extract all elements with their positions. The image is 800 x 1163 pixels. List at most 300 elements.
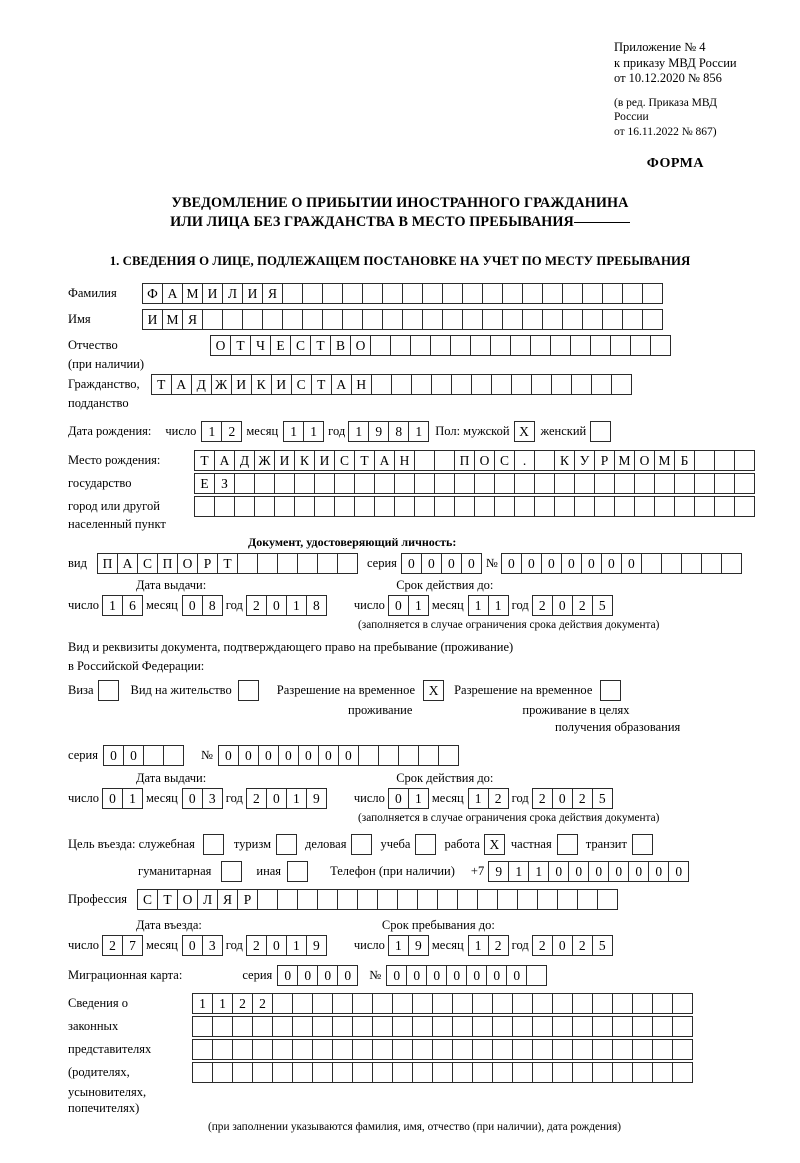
cell[interactable]: 1 <box>286 788 307 809</box>
cell[interactable] <box>542 309 563 330</box>
cell[interactable] <box>272 1062 293 1083</box>
cell[interactable] <box>492 1016 513 1037</box>
cell[interactable] <box>312 1016 333 1037</box>
permit-visa-checkbox[interactable] <box>98 680 119 701</box>
cell[interactable] <box>314 473 335 494</box>
cell[interactable] <box>531 374 552 395</box>
cell[interactable]: 0 <box>338 745 359 766</box>
cell[interactable] <box>537 889 558 910</box>
cell[interactable]: . <box>514 450 535 471</box>
cell[interactable] <box>334 496 355 517</box>
cell[interactable] <box>512 1039 533 1060</box>
cell[interactable]: 0 <box>218 745 239 766</box>
cell[interactable] <box>472 993 493 1014</box>
cell[interactable] <box>492 993 513 1014</box>
patronymic-cells[interactable] <box>210 335 670 356</box>
cell[interactable] <box>252 1016 273 1037</box>
cell[interactable] <box>502 309 523 330</box>
cell[interactable] <box>410 335 431 356</box>
cell[interactable]: 1 <box>508 861 529 882</box>
cell[interactable] <box>432 1016 453 1037</box>
cell[interactable] <box>354 473 375 494</box>
cell[interactable] <box>372 1039 393 1060</box>
cell[interactable]: 0 <box>406 965 427 986</box>
cell[interactable]: 0 <box>461 553 482 574</box>
cell[interactable] <box>734 473 755 494</box>
cell[interactable] <box>342 309 363 330</box>
cell[interactable] <box>378 745 399 766</box>
cell[interactable] <box>590 335 611 356</box>
cell[interactable] <box>672 1062 693 1083</box>
cell[interactable] <box>392 1016 413 1037</box>
cell[interactable] <box>452 1039 473 1060</box>
cell[interactable] <box>322 283 343 304</box>
cell[interactable] <box>312 1062 333 1083</box>
cell[interactable]: 0 <box>182 595 203 616</box>
cell[interactable] <box>398 745 419 766</box>
cell[interactable] <box>357 889 378 910</box>
cell[interactable]: Т <box>311 374 332 395</box>
identity-issue-month-cells[interactable] <box>182 595 222 616</box>
cell[interactable]: Я <box>182 309 203 330</box>
birthdate-year-cells[interactable] <box>348 421 428 442</box>
cell[interactable] <box>614 496 635 517</box>
cell[interactable] <box>434 496 455 517</box>
cell[interactable] <box>414 450 435 471</box>
cell[interactable] <box>552 1062 573 1083</box>
cell[interactable] <box>442 283 463 304</box>
cell[interactable]: 6 <box>122 595 143 616</box>
cell[interactable]: 1 <box>192 993 213 1014</box>
cell[interactable]: 1 <box>286 935 307 956</box>
cell[interactable]: 2 <box>246 595 267 616</box>
cell[interactable]: 2 <box>532 788 553 809</box>
cell[interactable] <box>411 374 432 395</box>
cell[interactable] <box>497 889 518 910</box>
cell[interactable] <box>557 889 578 910</box>
cell[interactable]: О <box>474 450 495 471</box>
cell[interactable] <box>314 496 335 517</box>
cell[interactable]: Р <box>594 450 615 471</box>
cell[interactable]: Ч <box>250 335 271 356</box>
cell[interactable] <box>414 473 435 494</box>
cell[interactable] <box>642 283 663 304</box>
cell[interactable] <box>512 1016 533 1037</box>
cell[interactable] <box>422 309 443 330</box>
cell[interactable] <box>482 283 503 304</box>
cell[interactable] <box>714 496 735 517</box>
cell[interactable]: Т <box>151 374 172 395</box>
cell[interactable] <box>532 1062 553 1083</box>
cell[interactable]: 0 <box>486 965 507 986</box>
sex-female-checkbox[interactable] <box>590 421 611 442</box>
cell[interactable] <box>234 473 255 494</box>
cell[interactable]: А <box>214 450 235 471</box>
cell[interactable]: Р <box>197 553 218 574</box>
cell[interactable]: 1 <box>468 788 489 809</box>
cell[interactable]: Н <box>351 374 372 395</box>
cell[interactable] <box>232 1039 253 1060</box>
cell[interactable] <box>214 496 235 517</box>
cell[interactable]: 0 <box>621 553 642 574</box>
cell[interactable]: 0 <box>123 745 144 766</box>
cell[interactable]: 0 <box>541 553 562 574</box>
cell[interactable] <box>352 993 373 1014</box>
cell[interactable] <box>292 1016 313 1037</box>
identity-series-cells[interactable] <box>401 553 481 574</box>
cell[interactable] <box>592 1039 613 1060</box>
cell[interactable] <box>372 1062 393 1083</box>
cell[interactable] <box>612 993 633 1014</box>
cell[interactable] <box>332 1039 353 1060</box>
cell[interactable]: Т <box>194 450 215 471</box>
cell[interactable] <box>212 1016 233 1037</box>
cell[interactable] <box>492 1062 513 1083</box>
cell[interactable] <box>582 283 603 304</box>
cell[interactable] <box>432 1062 453 1083</box>
cell[interactable] <box>417 889 438 910</box>
purpose-tourism-checkbox[interactable] <box>276 834 297 855</box>
cell[interactable] <box>391 374 412 395</box>
cell[interactable] <box>292 1062 313 1083</box>
cell[interactable] <box>362 309 383 330</box>
cell[interactable] <box>674 473 695 494</box>
cell[interactable]: 2 <box>232 993 253 1014</box>
cell[interactable]: 0 <box>548 861 569 882</box>
cell[interactable] <box>632 1062 653 1083</box>
cell[interactable] <box>610 335 631 356</box>
cell[interactable]: О <box>634 450 655 471</box>
cell[interactable] <box>551 374 572 395</box>
cell[interactable] <box>542 283 563 304</box>
cell[interactable] <box>294 496 315 517</box>
cell[interactable] <box>694 473 715 494</box>
cell[interactable] <box>582 309 603 330</box>
permit-series-cells[interactable] <box>103 745 183 766</box>
cell[interactable]: 0 <box>182 788 203 809</box>
cell[interactable]: И <box>242 283 263 304</box>
cell[interactable] <box>694 450 715 471</box>
cell[interactable] <box>354 496 375 517</box>
cell[interactable]: М <box>162 309 183 330</box>
cell[interactable] <box>491 374 512 395</box>
cell[interactable] <box>412 1039 433 1060</box>
cell[interactable] <box>412 1062 433 1083</box>
cell[interactable] <box>534 450 555 471</box>
cell[interactable] <box>554 473 575 494</box>
cell[interactable] <box>652 1039 673 1060</box>
cell[interactable] <box>430 335 451 356</box>
cell[interactable]: Ф <box>142 283 163 304</box>
cell[interactable] <box>390 335 411 356</box>
cell[interactable] <box>432 993 453 1014</box>
cell[interactable]: 0 <box>426 965 447 986</box>
cell[interactable] <box>562 309 583 330</box>
cell[interactable] <box>594 473 615 494</box>
cell[interactable]: О <box>210 335 231 356</box>
cell[interactable] <box>252 1039 273 1060</box>
cell[interactable] <box>402 309 423 330</box>
cell[interactable] <box>342 283 363 304</box>
cell[interactable]: 1 <box>528 861 549 882</box>
cell[interactable]: 0 <box>277 965 298 986</box>
cell[interactable]: 0 <box>628 861 649 882</box>
cell[interactable] <box>492 1039 513 1060</box>
cell[interactable]: З <box>214 473 235 494</box>
cell[interactable] <box>194 496 215 517</box>
cell[interactable]: 0 <box>318 745 339 766</box>
cell[interactable] <box>572 1039 593 1060</box>
cell[interactable] <box>577 889 598 910</box>
cell[interactable]: 2 <box>102 935 123 956</box>
cell[interactable]: М <box>654 450 675 471</box>
purpose-work-checkbox[interactable]: X <box>484 834 505 855</box>
cell[interactable]: Я <box>217 889 238 910</box>
cell[interactable] <box>532 1016 553 1037</box>
cell[interactable] <box>592 993 613 1014</box>
cell[interactable] <box>358 745 379 766</box>
cell[interactable] <box>272 1039 293 1060</box>
cell[interactable] <box>452 1016 473 1037</box>
cell[interactable]: 0 <box>501 553 522 574</box>
cell[interactable] <box>402 283 423 304</box>
cell[interactable]: В <box>330 335 351 356</box>
cell[interactable] <box>292 993 313 1014</box>
cell[interactable] <box>272 1016 293 1037</box>
phone-cells[interactable] <box>488 861 688 882</box>
cell[interactable] <box>143 745 164 766</box>
cell[interactable] <box>274 473 295 494</box>
cell[interactable]: 5 <box>592 935 613 956</box>
identity-number-cells[interactable] <box>501 553 741 574</box>
cell[interactable] <box>292 1039 313 1060</box>
cell[interactable]: С <box>137 889 158 910</box>
cell[interactable]: 0 <box>102 788 123 809</box>
cell[interactable]: Р <box>237 889 258 910</box>
cell[interactable] <box>302 309 323 330</box>
cell[interactable] <box>202 309 223 330</box>
cell[interactable]: Т <box>230 335 251 356</box>
cell[interactable] <box>272 993 293 1014</box>
cell[interactable] <box>192 1016 213 1037</box>
permit-residence-checkbox[interactable] <box>238 680 259 701</box>
cell[interactable]: И <box>202 283 223 304</box>
cell[interactable]: 2 <box>572 935 593 956</box>
cell[interactable] <box>394 473 415 494</box>
identity-issue-year-cells[interactable] <box>246 595 326 616</box>
cell[interactable] <box>372 993 393 1014</box>
cell[interactable]: С <box>494 450 515 471</box>
cell[interactable]: 1 <box>408 788 429 809</box>
cell[interactable] <box>472 1062 493 1083</box>
cell[interactable] <box>562 283 583 304</box>
cell[interactable] <box>514 473 535 494</box>
cell[interactable] <box>572 1062 593 1083</box>
representatives-row-1-cells[interactable] <box>192 993 692 1014</box>
cell[interactable] <box>654 496 675 517</box>
cell[interactable] <box>392 1062 413 1083</box>
cell[interactable] <box>262 309 283 330</box>
birthdate-month-cells[interactable] <box>283 421 323 442</box>
cell[interactable] <box>254 496 275 517</box>
cell[interactable] <box>612 1062 633 1083</box>
cell[interactable] <box>514 496 535 517</box>
identity-valid-year-cells[interactable] <box>532 595 612 616</box>
cell[interactable]: А <box>331 374 352 395</box>
cell[interactable]: 0 <box>521 553 542 574</box>
cell[interactable] <box>612 1016 633 1037</box>
cell[interactable] <box>454 473 475 494</box>
birthdate-day-cells[interactable] <box>201 421 241 442</box>
cell[interactable] <box>434 450 455 471</box>
purpose-private-checkbox[interactable] <box>557 834 578 855</box>
cell[interactable]: П <box>97 553 118 574</box>
cell[interactable] <box>632 1016 653 1037</box>
cell[interactable] <box>212 1062 233 1083</box>
cell[interactable] <box>494 473 515 494</box>
cell[interactable]: Т <box>217 553 238 574</box>
cell[interactable] <box>552 993 573 1014</box>
cell[interactable]: П <box>157 553 178 574</box>
identity-type-cells[interactable] <box>97 553 357 574</box>
cell[interactable] <box>721 553 742 574</box>
representatives-row-2-cells[interactable] <box>192 1016 692 1037</box>
cell[interactable]: Н <box>394 450 415 471</box>
cell[interactable] <box>477 889 498 910</box>
cell[interactable]: П <box>454 450 475 471</box>
permit-temp-checkbox[interactable]: X <box>423 680 444 701</box>
cell[interactable]: 0 <box>421 553 442 574</box>
cell[interactable] <box>192 1039 213 1060</box>
cell[interactable] <box>594 496 615 517</box>
cell[interactable] <box>642 309 663 330</box>
cell[interactable] <box>422 283 443 304</box>
cell[interactable] <box>370 335 391 356</box>
cell[interactable] <box>530 335 551 356</box>
cell[interactable]: Т <box>310 335 331 356</box>
cell[interactable]: К <box>294 450 315 471</box>
permit-number-cells[interactable] <box>218 745 458 766</box>
migration-number-cells[interactable] <box>386 965 546 986</box>
cell[interactable] <box>212 1039 233 1060</box>
cell[interactable] <box>392 1039 413 1060</box>
cell[interactable]: И <box>314 450 335 471</box>
cell[interactable] <box>397 889 418 910</box>
cell[interactable] <box>392 993 413 1014</box>
cell[interactable]: 1 <box>468 935 489 956</box>
cell[interactable]: 2 <box>572 595 593 616</box>
cell[interactable]: А <box>374 450 395 471</box>
cell[interactable]: 0 <box>388 595 409 616</box>
cell[interactable] <box>232 1016 253 1037</box>
stay-month-cells[interactable] <box>468 935 508 956</box>
cell[interactable]: 9 <box>488 861 509 882</box>
cell[interactable] <box>222 309 243 330</box>
cell[interactable] <box>438 745 459 766</box>
cell[interactable] <box>312 993 333 1014</box>
cell[interactable] <box>450 335 471 356</box>
birthplace-row-1-cells[interactable] <box>194 450 754 471</box>
cell[interactable] <box>714 473 735 494</box>
cell[interactable]: К <box>251 374 272 395</box>
cell[interactable] <box>554 496 575 517</box>
cell[interactable] <box>374 496 395 517</box>
cell[interactable] <box>591 374 612 395</box>
cell[interactable] <box>412 1016 433 1037</box>
cell[interactable] <box>257 889 278 910</box>
cell[interactable] <box>652 993 673 1014</box>
permit-valid-year-cells[interactable] <box>532 788 612 809</box>
permit-valid-month-cells[interactable] <box>468 788 508 809</box>
cell[interactable] <box>570 335 591 356</box>
cell[interactable]: 5 <box>592 595 613 616</box>
cell[interactable] <box>672 1039 693 1060</box>
identity-valid-day-cells[interactable] <box>388 595 428 616</box>
cell[interactable]: 0 <box>297 965 318 986</box>
entry-month-cells[interactable] <box>182 935 222 956</box>
cell[interactable] <box>574 496 595 517</box>
cell[interactable] <box>382 283 403 304</box>
cell[interactable]: 2 <box>488 788 509 809</box>
cell[interactable]: 3 <box>202 788 223 809</box>
cell[interactable]: 0 <box>446 965 467 986</box>
cell[interactable] <box>414 496 435 517</box>
cell[interactable]: 0 <box>182 935 203 956</box>
cell[interactable]: 1 <box>388 935 409 956</box>
cell[interactable] <box>432 1039 453 1060</box>
cell[interactable]: Ж <box>211 374 232 395</box>
cell[interactable] <box>494 496 515 517</box>
cell[interactable] <box>192 1062 213 1083</box>
cell[interactable] <box>462 283 483 304</box>
cell[interactable] <box>512 1062 533 1083</box>
cell[interactable]: 0 <box>466 965 487 986</box>
cell[interactable] <box>592 1062 613 1083</box>
cell[interactable] <box>472 1016 493 1037</box>
cell[interactable] <box>462 309 483 330</box>
cell[interactable]: И <box>231 374 252 395</box>
cell[interactable]: 0 <box>561 553 582 574</box>
cell[interactable]: Е <box>194 473 215 494</box>
cell[interactable]: 1 <box>102 595 123 616</box>
cell[interactable]: 0 <box>608 861 629 882</box>
profession-cells[interactable] <box>137 889 617 910</box>
cell[interactable] <box>510 335 531 356</box>
cell[interactable]: Е <box>270 335 291 356</box>
cell[interactable] <box>394 496 415 517</box>
cell[interactable]: М <box>614 450 635 471</box>
cell[interactable] <box>471 374 492 395</box>
cell[interactable] <box>534 473 555 494</box>
cell[interactable] <box>641 553 662 574</box>
entry-year-cells[interactable] <box>246 935 326 956</box>
sex-male-checkbox[interactable]: X <box>514 421 535 442</box>
cell[interactable] <box>612 1039 633 1060</box>
cell[interactable]: М <box>182 283 203 304</box>
cell[interactable] <box>474 473 495 494</box>
cell[interactable]: 1 <box>283 421 304 442</box>
cell[interactable]: 7 <box>122 935 143 956</box>
cell[interactable]: И <box>271 374 292 395</box>
cell[interactable] <box>622 283 643 304</box>
cell[interactable] <box>234 496 255 517</box>
cell[interactable] <box>332 993 353 1014</box>
cell[interactable] <box>597 889 618 910</box>
cell[interactable]: 1 <box>201 421 222 442</box>
cell[interactable]: А <box>162 283 183 304</box>
cell[interactable]: 0 <box>601 553 622 574</box>
cell[interactable]: 0 <box>552 595 573 616</box>
